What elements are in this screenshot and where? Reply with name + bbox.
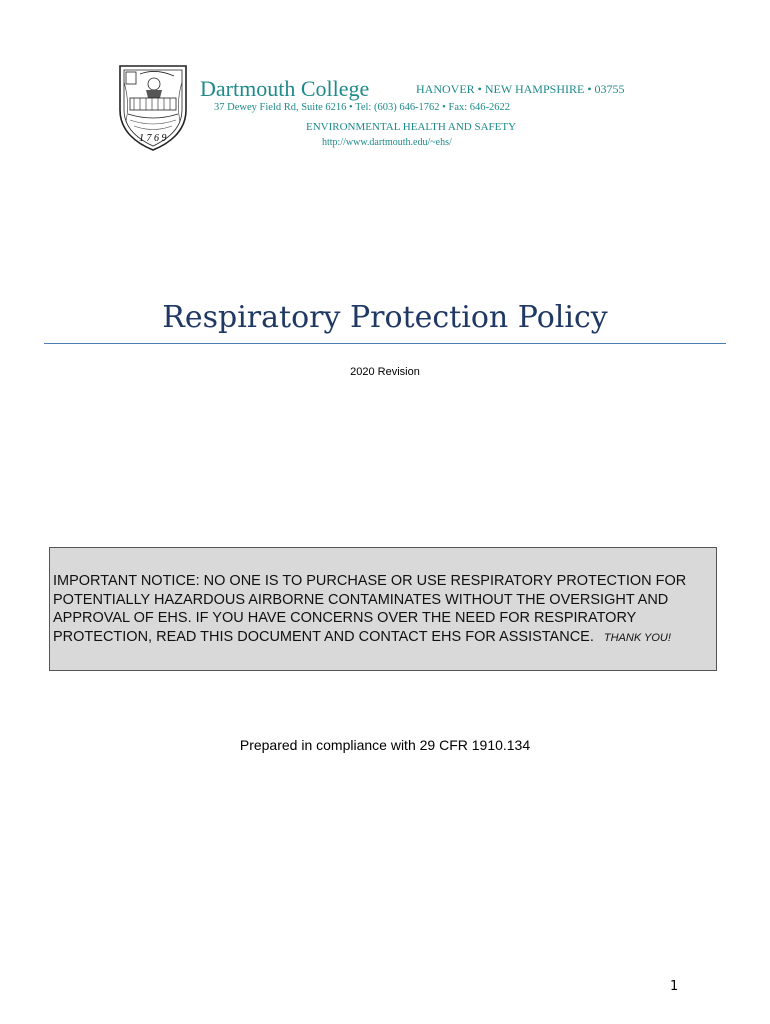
notice-text: IMPORTANT NOTICE: NO ONE IS TO PURCHASE OR USE RESPIRATORY PROTECTION FOR POTENTIALLY HAZARDOUS AIRBORNE CONTAMINATES WITHOUT THE OVERSIGHT AND APPROVAL OF EHS. IF YOU HAVE CONCERNS OVER THE NEED FOR RESPIRATORY PROTECTION, READ THIS DOCUMENT AND CONTACT EHS FOR ASSISTANCE. [53,573,687,645]
notice-thanks: THANK YOU! [603,631,671,644]
compliance-statement: Prepared in compliance with 29 CFR 1910.134 [239,737,531,753]
seal-year-text: 1 7 6 9 [139,133,167,144]
document-title: Respiratory Protection Policy [162,300,608,335]
revision-label: 2020 Revision [350,366,420,378]
important-notice-box [49,547,717,671]
title-divider [44,343,726,344]
college-location: HANOVER • NEW HAMPSHIRE • 03755 [416,82,625,96]
page-number: 1 [670,979,679,994]
college-name: Dartmouth College [200,76,370,101]
department-name: ENVIRONMENTAL HEALTH AND SAFETY [306,121,517,133]
college-address: 37 Dewey Field Rd, Suite 6216 • Tel: (603) 646-1762 • Fax: 646-2622 [214,102,511,113]
notice-paragraph [53,572,715,647]
department-url[interactable]: http://www.dartmouth.edu/~ehs/ [322,137,452,148]
